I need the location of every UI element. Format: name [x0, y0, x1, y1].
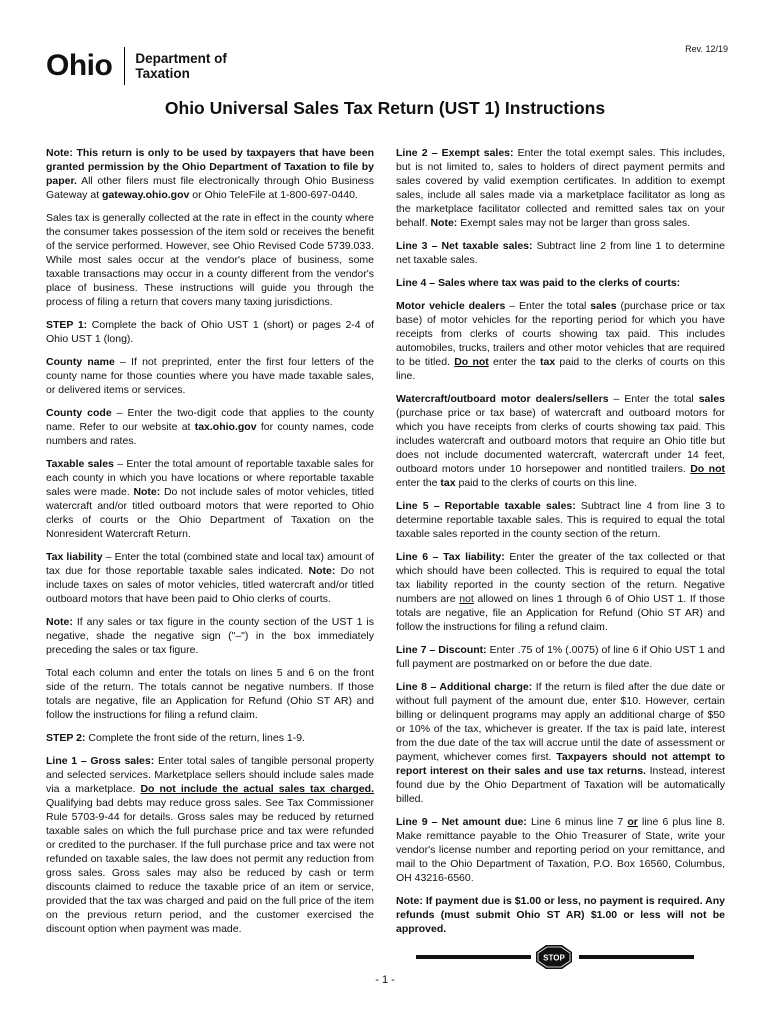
taxable-sales-text-2: Do not include sales of motor vehicles, titled watercraft and/or titled outboard motors that were reported to Ohio clerks of courts or the Ohio Department of Taxation on the Nonresident Watercraft Return.	[46, 486, 374, 540]
stop-marker	[396, 946, 726, 968]
line6-paragraph	[396, 550, 725, 634]
line1-label: Line 1 – Gross sales:	[46, 755, 155, 767]
line5-label: Line 5 – Reportable taxable sales:	[396, 500, 576, 512]
tax-liability-note-label: Note:	[308, 565, 336, 577]
tax-liability-text-2: Do not include taxes on sales of motor vehicles, titled watercraft and/or titled outboard motors that have been paid to Ohio clerks of courts.	[46, 565, 374, 605]
left-column	[46, 146, 374, 945]
line2-text-2: Exempt sales may not be larger than gross sales.	[457, 217, 691, 229]
ohio-logo: Ohio	[46, 49, 113, 82]
line7-label: Line 7 – Discount:	[396, 644, 487, 656]
step1-text: Complete the back of Ohio UST 1 (short) or pages 2-4 of Ohio UST 1 (long).	[46, 319, 374, 345]
note-label: Note:	[46, 147, 73, 159]
logo-divider	[124, 47, 125, 85]
motor-vehicle-text-4: paid to the clerks of courts on this line.	[396, 356, 725, 382]
taxable-sales-text: – Enter the total amount of reportable taxable sales for each county in which you have locations or where reportable taxable sales were made.	[46, 458, 374, 498]
right-column	[396, 146, 725, 945]
line9-or-word: or	[627, 816, 638, 828]
line8-text: If the return is filed after the due date or without full payment of the amount due, enter $10. However, certain billing or delinquent programs may apply an additional charge of $50 or 10% of the tax, whichever is greater. If the tax is paid late, interest from the due date of the tax will accrue until the date of assessment or payment, whichever comes first.	[396, 681, 725, 763]
line6-text: Enter the greater of the tax collected or that which should have been collected. This is required to equal the total tax liability reported in the county section of the return. Negative numbers are	[396, 551, 726, 605]
motor-vehicle-label: Motor vehicle dealers	[396, 300, 506, 312]
line9-text-2: line 6 plus line 8. Make remittance payable to the Ohio Treasurer of State, write your vendor's license number and reporting period on your remittance, and mail to the Ohio Department of Taxation, P.O. Box 16560, Columbus, OH 43216-6560.	[396, 816, 725, 884]
watercraft-text-3: enter the	[396, 477, 441, 489]
page-number: - 1 -	[375, 974, 395, 986]
line6-not-word: not	[459, 593, 474, 605]
watercraft-tax-word: tax	[440, 477, 456, 489]
totals-paragraph: Total each column and enter the totals on lines 5 and 6 on the front side of the return. The totals cannot be negative numbers. If those totals are negative, file an Application for Refund (Ohio ST AR) and follow the instructions for filing a refund claim.	[46, 667, 374, 721]
line7-paragraph	[396, 643, 725, 671]
motor-vehicle-sales-word: sales	[590, 300, 617, 312]
department-line-2: Taxation	[135, 66, 190, 81]
gateway-link[interactable]: gateway.ohio.gov	[102, 189, 190, 201]
motor-vehicle-text: – Enter the total	[505, 300, 591, 312]
motor-vehicle-paragraph	[396, 299, 725, 383]
negative-note-paragraph	[46, 615, 374, 657]
line5-text: Subtract line 4 from line 3 to determine reportable taxable sales. This is required to equal the total taxable sales reported in the county section of the return.	[396, 500, 725, 540]
motor-vehicle-tax-word: tax	[540, 356, 556, 368]
header	[46, 44, 227, 88]
line3-text: Subtract line 2 from line 1 to determine net taxable sales.	[396, 240, 725, 266]
note-text: All other filers must file electronically through Ohio Business Gateway at	[46, 175, 374, 201]
tax-liability-paragraph	[46, 550, 374, 606]
line9-label: Line 9 – Net amount due:	[396, 816, 527, 828]
revision-date: Rev. 12/19	[685, 44, 728, 54]
negative-note-text: If any sales or tax figure in the county section of the UST 1 is negative, shade the negative sign ("–") in the box immediately preceding the sales or tax figure.	[46, 616, 374, 656]
line8-text-2: Instead, interest found due by the Ohio Department of Taxation will be automatically billed.	[396, 765, 725, 805]
stop-sign-icon	[536, 945, 572, 969]
note-paragraph	[46, 146, 374, 202]
stop-rule-right	[579, 955, 694, 959]
line3-label: Line 3 – Net taxable sales:	[396, 240, 533, 252]
page-title: Ohio Universal Sales Tax Return (UST 1) Instructions	[164, 98, 606, 118]
motor-vehicle-do-not: Do not	[454, 356, 489, 368]
step2-text: Complete the front side of the return, lines 1-9.	[85, 732, 305, 744]
note-text-2: or Ohio TeleFile at 1-800-697-0440.	[189, 189, 358, 201]
sales-tax-paragraph: Sales tax is generally collected at the rate in effect in the county where the consumer takes possession of the item sold or receives the benefit of the service performed. However, see Ohio Revised Code 5739.033. While most sales occur at the vendor's place of business, some taxable transactions may occur in a county different from the vendor's place of business. These instructions will guide you through the process of filing a return that covers many taxing jurisdictions.	[46, 212, 374, 308]
county-code-text-2: for county names, code numbers and rates.	[46, 421, 374, 447]
line1-text-2: Qualifying bad debts may reduce gross sales. See Tax Commissioner Rule 5703-9-44 for details. Gross sales may be reduced by returned taxable sales on which the full purchase price and tax were refunded or credited to the purchaser. If the full purchase price and tax were not refunded on taxable sales, the law does not permit any reduction from gross sales. Gross sales may also be reduced by cash or term discounts claimed to reduce the taxable price of an item or service, provided that the tax was charged and paid on the full price of the item on the previous return period, and the customer exercised the discount option when payment was made.	[46, 797, 374, 935]
step1-label: STEP 1:	[46, 319, 88, 331]
watercraft-label: Watercraft/outboard motor dealers/sellers	[396, 393, 609, 405]
motor-vehicle-text-2: (purchase price or tax base) of motor vehicles for the reporting period for which you have receipts from clerks of courts showing tax paid. This includes automobiles, trucks, trailers and other motor vehicles that are required to be titled.	[396, 300, 726, 368]
watercraft-paragraph	[396, 392, 725, 490]
line6-label: Line 6 – Tax liability:	[396, 551, 505, 563]
line9-paragraph	[396, 815, 725, 885]
taxable-sales-label: Taxable sales	[46, 458, 114, 470]
final-note: Note: If payment due is $1.00 or less, no payment is required. Any refunds (must submit Ohio ST AR) $1.00 or less will not be approved.	[396, 895, 725, 935]
watercraft-text-4: paid to the clerks of courts on this line.	[455, 477, 638, 489]
motor-vehicle-text-3: enter the	[488, 356, 540, 368]
county-code-label: County code	[46, 407, 112, 419]
step2-label: STEP 2:	[46, 732, 86, 744]
watercraft-sales-word: sales	[698, 393, 725, 405]
line2-paragraph	[396, 146, 725, 230]
line1-paragraph	[46, 754, 374, 936]
tax-liability-text: – Enter the total (combined state and local tax) amount of tax due for those reportable taxable sales indicated.	[46, 551, 374, 577]
department-name	[135, 51, 227, 81]
line8-label: Line 8 – Additional charge:	[396, 681, 533, 693]
stop-sign-label: STOP	[543, 953, 565, 963]
line2-text: Enter the total exempt sales. This includes, but is not limited to, sales to holders of direct payment permits and sales covered by valid exemption certificates. In addition to exempt sales, include all sales made via a marketplace facilitator as long as the marketplace facilitator collected and remitted sales tax on your behalf.	[396, 147, 725, 229]
watercraft-text-2: (purchase price or tax base) of watercraft and outboard motors for which you have receipts from clerks of courts showing tax paid. This includes watercraft and outboard motors that require an Ohio title but does not include documented watercraft, watercraft under 14 feet, outboard motors under 10 horsepower and nontitled trailers.	[396, 407, 725, 475]
line6-text-2: allowed on lines 1 through 6 of Ohio UST 1. If those totals are negative, file an Application for Refund (Ohio ST AR) and follow the instructions for filing a refund claim.	[396, 593, 725, 633]
department-line-1: Department of	[135, 51, 227, 66]
county-name-text: – If not preprinted, enter the first four letters of the county name for those counties where you have made taxable sales, or delivered items or services.	[46, 356, 374, 396]
line2-note-label: Note:	[430, 217, 458, 229]
line5-paragraph	[396, 499, 725, 541]
watercraft-text: – Enter the total	[608, 393, 699, 405]
line7-text: Enter .75 of 1% (.0075) of line 6 if Ohio UST 1 and full payment are postmarked on or before the due date.	[396, 644, 725, 670]
watercraft-do-not: Do not	[690, 463, 725, 475]
note-bold-text: This return is only to be used by taxpayers that have been granted permission by the Ohio Department of Taxation to file by paper.	[46, 147, 374, 187]
line9-text: Line 6 minus line 7	[526, 816, 628, 828]
taxable-sales-note-label: Note:	[133, 486, 161, 498]
step2-paragraph	[46, 731, 374, 745]
line4-heading: Line 4 – Sales where tax was paid to the clerks of courts:	[396, 277, 681, 289]
line1-underlined-text: Do not include the actual sales tax charged.	[140, 783, 375, 795]
stop-rule-left	[416, 955, 531, 959]
negative-note-label: Note:	[46, 616, 73, 628]
county-name-label: County name	[46, 356, 115, 368]
line8-paragraph	[396, 680, 725, 806]
line8-bold-text: Taxpayers should not attempt to report interest on their sales and use tax returns.	[396, 751, 725, 777]
step1-paragraph	[46, 318, 374, 346]
line2-label: Line 2 – Exempt sales:	[396, 147, 514, 159]
line3-paragraph	[396, 239, 725, 267]
tax-website-link[interactable]: tax.ohio.gov	[194, 421, 257, 433]
line1-text: Enter total sales of tangible personal property and selected services. Marketplace sellers should include sales made via a marketplace.	[46, 755, 374, 795]
county-name-paragraph	[46, 355, 374, 397]
county-code-text: – Enter the two-digit code that applies to the county name. Refer to our website at	[46, 407, 374, 433]
taxable-sales-paragraph	[46, 457, 374, 541]
county-code-paragraph	[46, 406, 374, 448]
tax-liability-label: Tax liability	[46, 551, 103, 563]
